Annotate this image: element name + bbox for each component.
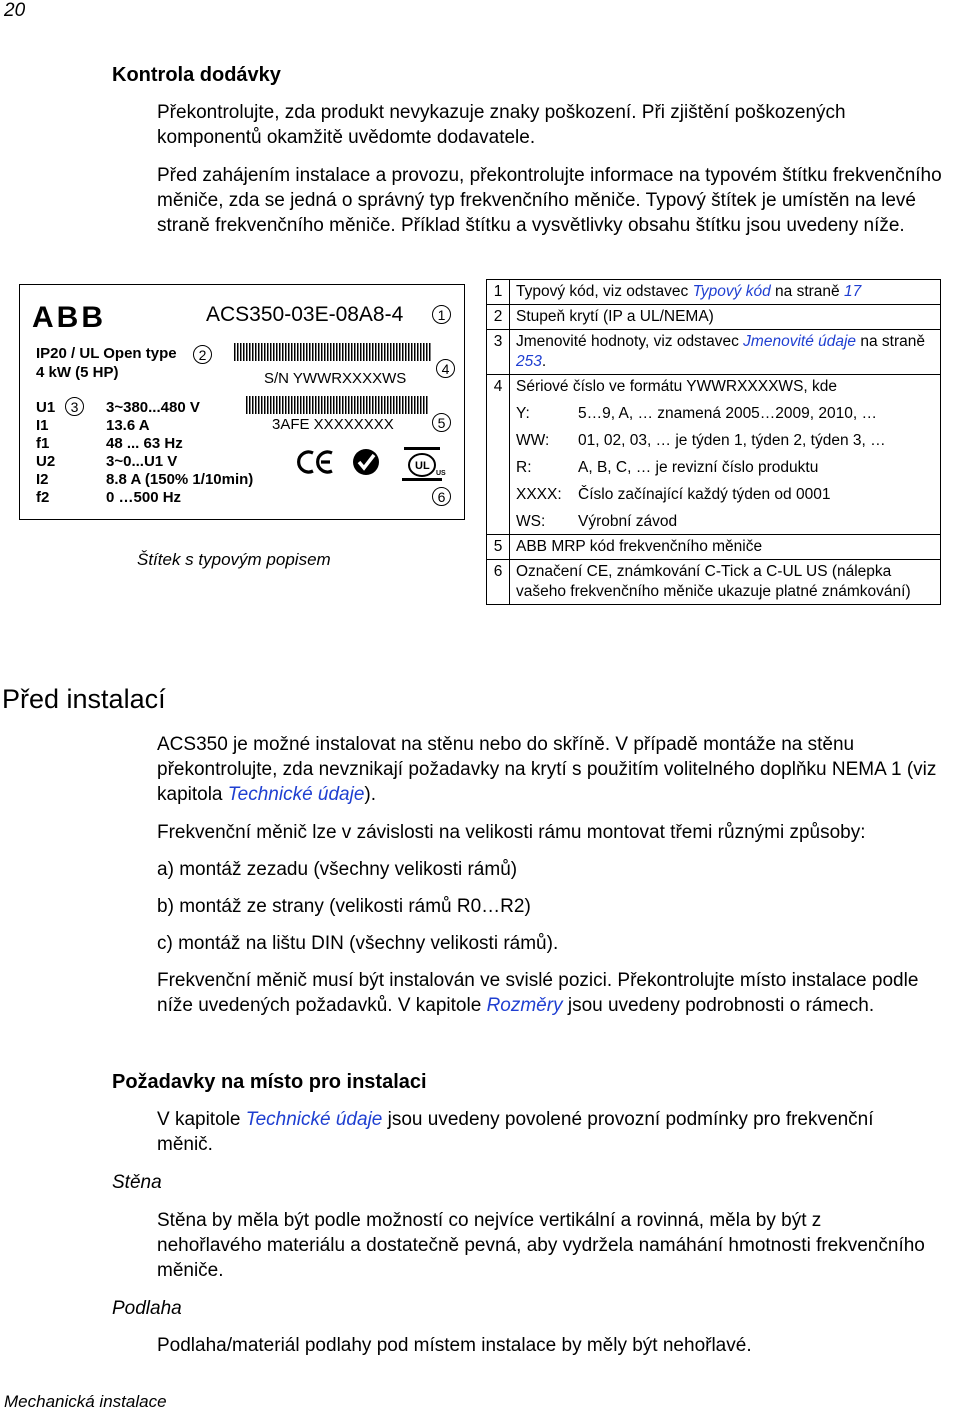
plate-val-i2: 8.8 A (150% 1/10min) <box>106 471 254 488</box>
plate-val-f1: 48 ... 63 Hz <box>106 435 183 452</box>
ce-mark-icon <box>296 449 336 475</box>
rating-plate <box>19 284 465 520</box>
plate-key-f2: f2 <box>36 489 50 506</box>
legend-num: 5 <box>487 535 510 560</box>
plate-key-u2: U2 <box>36 453 56 470</box>
paragraph-vertical-position: Frekvenční měnič musí být instalován ve svislé pozici. Překontrolujte místo instalace podle níže uvedených požadavků. V kapitole Rozměry jsou uvedeny podrobnosti o rámech. <box>157 970 919 1016</box>
section-heading-site-requirements: Požadavky na místo pro instalaci <box>112 1071 427 1093</box>
c-tick-icon <box>351 447 381 477</box>
plate-power: 4 kW (5 HP) <box>36 364 119 381</box>
legend-row-4 <box>487 375 941 535</box>
paragraph-mounting-options: ACS350 je možné instalovat na stěnu nebo do skříně. V případě montáže na stěnu překontrolujte, zda nevznikají požadavky na krytí s použitím volitelného doplňku NEMA 1 (viz kapitola Technické údaje). <box>157 734 937 805</box>
paragraph-floor: Podlaha/materiál podlahy pod místem instalace by měly být nehořlavé. <box>157 1335 752 1356</box>
legend-row-6 <box>487 560 941 605</box>
marker-5: 5 <box>432 413 451 432</box>
plate-key-i2: I2 <box>36 471 49 488</box>
paragraph-operating-conditions: V kapitole Technické údaje jsou uvedeny povolené provozní podmínky pro frekvenční měnič. <box>157 1109 874 1155</box>
abb-logo: A B B <box>32 301 104 334</box>
legend-row-1 <box>487 280 941 305</box>
legend-text: Typový kód, viz odstavec Typový kód na straně 17 <box>510 280 941 305</box>
marker-1: 1 <box>432 305 451 324</box>
legend-text: Jmenovité hodnoty, viz odstavec Jmenovité údaje na straně 253. <box>510 330 941 375</box>
serial-format-item: XXXX: Číslo začínající každý týden od 0001 <box>516 486 831 503</box>
marker-2: 2 <box>193 345 212 364</box>
legend-row-5 <box>487 535 941 560</box>
paragraph-wall: Stěna by měla být podle možností co nejvíce vertikální a rovinná, měla by být z nehořlavého materiálu a dostatečně pevná, aby vydržela namáhání hmotnosti frekvenčního měniče. <box>157 1210 925 1281</box>
c-ul-us-mark-icon <box>398 445 450 483</box>
plate-val-f2: 0 …500 Hz <box>106 489 182 506</box>
svg-text:UL: UL <box>415 460 430 472</box>
footer-chapter-title: Mechanická instalace <box>4 1392 167 1411</box>
subheading-wall: Stěna <box>112 1172 162 1193</box>
plate-key-i1: I1 <box>36 417 49 434</box>
plate-key-u1: U1 <box>36 399 56 416</box>
barcode-serial <box>234 343 432 361</box>
legend-text: Označení CE, známkování C-Tick a C-UL US (nálepka vašeho frekvenčního měniče ukazuje platné známkování) <box>510 560 941 605</box>
paragraph-mounting-ways: Frekvenční měnič lze v závislosti na velikosti rámu montovat třemi různými způsoby: <box>157 822 866 843</box>
legend-row-3 <box>487 330 941 375</box>
subheading-floor: Podlaha <box>112 1298 182 1319</box>
list-item: a) montáž zezadu (všechny velikosti rámů) <box>157 859 518 880</box>
legend-num: 3 <box>487 330 510 375</box>
serial-format-item: Y: 5…9, A, … znamená 2005…2009, 2010, … <box>516 405 877 422</box>
legend-text: Sériové číslo ve formátu YWWRXXXXWS, kde Y: 5…9, A, … znamená 2005…2009, 2010, … WW: 01, 02, 03, … je týden 1, týden 2, týden 3, … R: A, B, C, … je revizní číslo produktu XXXX: Číslo začínající každý týden od 0001 WS: Výrobní závod <box>510 375 941 535</box>
link-technical-data[interactable]: Technické údaje <box>227 784 365 805</box>
section-heading-before-install: Před instalací <box>2 684 166 714</box>
list-item: b) montáž ze strany (velikosti rámů R0…R2) <box>157 896 531 917</box>
legend-row-2 <box>487 305 941 330</box>
marker-3: 3 <box>65 397 84 416</box>
serial-format-item: WS: Výrobní závod <box>516 513 678 530</box>
plate-protection: IP20 / UL Open type <box>36 345 177 362</box>
barcode-mrp <box>246 396 428 414</box>
marker-6: 6 <box>432 487 451 506</box>
plate-mrp-code: 3AFE XXXXXXXX <box>272 416 394 433</box>
plate-val-u1: 3~380...480 V <box>106 399 200 416</box>
legend-num: 6 <box>487 560 510 605</box>
plate-key-f1: f1 <box>36 435 50 452</box>
legend-text: Stupeň krytí (IP a UL/NEMA) <box>510 305 941 330</box>
plate-caption: Štítek s typovým popisem <box>137 550 331 569</box>
legend-num: 4 <box>487 375 510 535</box>
serial-format-item: WW: 01, 02, 03, … je týden 1, týden 2, týden 3, … <box>516 432 886 449</box>
legend-text: ABB MRP kód frekvenčního měniče <box>510 535 941 560</box>
serial-format-item: R: A, B, C, … je revizní číslo produktu <box>516 459 819 476</box>
link-technical-data-2[interactable]: Technické údaje <box>245 1109 383 1130</box>
marker-4: 4 <box>436 359 455 378</box>
link-page-17[interactable]: 17 <box>843 283 862 300</box>
paragraph-label-check: Před zahájením instalace a provozu, překontrolujte informace na typovém štítku frekvenčního měniče, zda se jedná o správný typ frekvenčního měniče. Typový štítek je umístěn na levé straně frekvenčního měniče. Příklad štítku a vysvětlivky obsahu štítku jsou uvedeny níže. <box>157 165 942 236</box>
plate-legend-table <box>486 279 941 605</box>
link-dimensions[interactable]: Rozměry <box>486 995 563 1016</box>
list-item: c) montáž na lištu DIN (všechny velikosti rámů). <box>157 933 559 954</box>
link-page-253[interactable]: 253 <box>516 353 542 370</box>
plate-type-code: ACS350-03E-08A8-4 <box>206 303 404 326</box>
svg-text:US: US <box>436 470 446 477</box>
plate-val-u2: 3~0...U1 V <box>106 453 178 470</box>
legend-num: 1 <box>487 280 510 305</box>
legend-num: 2 <box>487 305 510 330</box>
link-type-code[interactable]: Typový kód <box>692 283 771 300</box>
page-number: 20 <box>4 0 26 21</box>
link-ratings[interactable]: Jmenovité údaje <box>743 333 857 350</box>
plate-serial: S/N YWWRXXXXWS <box>264 370 407 387</box>
section-heading-delivery-check: Kontrola dodávky <box>112 64 281 86</box>
paragraph-damage-check: Překontrolujte, zda produkt nevykazuje znaky poškození. Při zjištění poškozených komponentů okamžitě uvědomte dodavatele. <box>157 102 846 148</box>
plate-val-i1: 13.6 A <box>106 417 150 434</box>
